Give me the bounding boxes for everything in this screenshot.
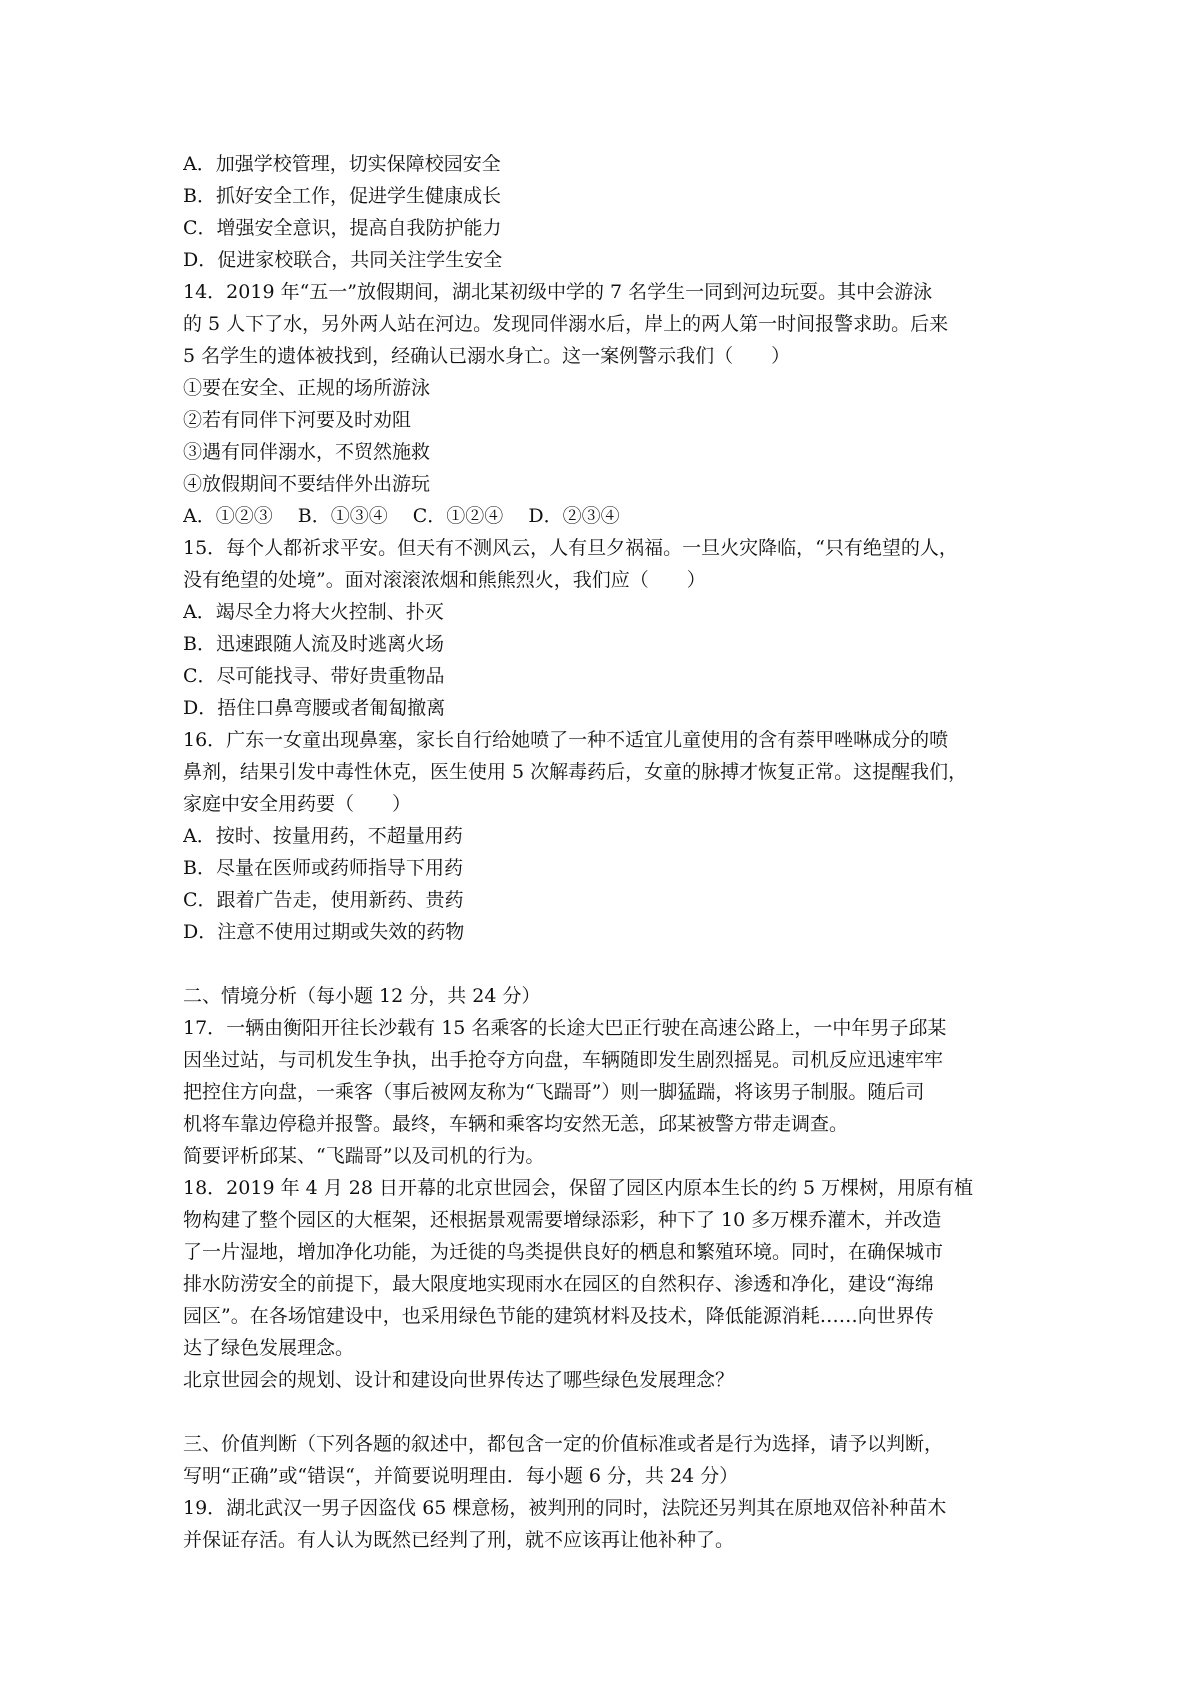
text-line: 鼻剂，结果引发中毒性休克，医生使用 5 次解毒药后，女童的脉搏才恢复正常。这提醒我们， <box>183 761 968 783</box>
text-line: C．增强安全意识，提高自我防护能力 <box>183 217 502 239</box>
text-line: A．加强学校管理，切实保障校园安全 <box>183 153 501 175</box>
text-line: 15．每个人都祈求平安。但天有不测风云，人有旦夕祸福。一旦火灾降临，“只有绝望的人， <box>183 537 958 559</box>
text-line: 并保证存活。有人认为既然已经判了刑，就不应该再让他补种了。 <box>183 1529 735 1551</box>
text-line: A．按时、按量用药，不超量用药 <box>183 825 463 847</box>
text-line: A．①②③ B．①③④ C．①②④ D．②③④ <box>183 505 620 527</box>
text-line: B．尽量在医师或药师指导下用药 <box>183 857 463 879</box>
text-line: D．促进家校联合，共同关注学生安全 <box>183 249 503 271</box>
text-line: B．抓好安全工作，促进学生健康成长 <box>183 185 501 207</box>
text-line: 园区”。在各场馆建设中，也采用绿色节能的建筑材料及技术，降低能源消耗……向世界传 <box>183 1305 934 1327</box>
text-line: 简要评析邱某、“飞踹哥”以及司机的行为。 <box>183 1145 545 1167</box>
text-line: ②若有同伴下河要及时劝阻 <box>183 409 412 431</box>
text-line: 没有绝望的处境”。面对滚滚浓烟和熊熊烈火，我们应（ ） <box>183 569 706 591</box>
text-line: 把控住方向盘，一乘客（事后被网友称为“飞踹哥”）则一脚猛踹，将该男子制服。随后司 <box>183 1081 925 1103</box>
text-line: D．捂住口鼻弯腰或者匍匐撤离 <box>183 697 446 719</box>
text-line: 写明“正确”或“错误“，并简要说明理由．每小题 6 分，共 24 分） <box>183 1465 739 1487</box>
text-line: 16．广东一女童出现鼻塞，家长自行给她喷了一种不适宜儿童使用的含有萘甲唑啉成分的喷 <box>183 729 949 751</box>
text-line: 北京世园会的规划、设计和建设向世界传达了哪些绿色发展理念？ <box>183 1369 735 1391</box>
text-line: 排水防涝安全的前提下，最大限度地实现雨水在园区的自然积存、渗透和净化，建设“海绵 <box>183 1273 934 1295</box>
text-line: 因坐过站，与司机发生争执，出手抢夺方向盘，车辆随即发生剧烈摇晃。司机反应迅速牢牢 <box>183 1049 944 1071</box>
text-line: 了一片湿地，增加净化功能，为迁徙的鸟类提供良好的栖息和繁殖环境。同时，在确保城市 <box>183 1241 944 1263</box>
text-line: C．尽可能找寻、带好贵重物品 <box>183 665 445 687</box>
document-body <box>183 148 1028 1556</box>
text-line: ③遇有同伴溺水，不贸然施救 <box>183 441 431 463</box>
text-line: 的 5 人下了水，另外两人站在河边。发现同伴溺水后，岸上的两人第一时间报警求助。后来 <box>183 313 949 335</box>
text-line: 17．一辆由衡阳开往长沙载有 15 名乘客的长途大巴正行驶在高速公路上，一中年男子邱某 <box>183 1017 947 1039</box>
text-line: 二、情境分析（每小题 12 分，共 24 分） <box>183 985 541 1007</box>
text-line: B．迅速跟随人流及时逃离火场 <box>183 633 444 655</box>
text-line: 5 名学生的遗体被找到，经确认已溺水身亡。这一案例警示我们（ ） <box>183 345 791 367</box>
text-line: 14．2019 年“五一”放假期间，湖北某初级中学的 7 名学生一同到河边玩耍。其中会游泳 <box>183 281 933 303</box>
text-line: 物构建了整个园区的大框架，还根据景观需要增绿添彩，种下了 10 多万棵乔灌木，并改造 <box>183 1209 942 1231</box>
text-line: ①要在安全、正规的场所游泳 <box>183 377 431 399</box>
text-line: D．注意不使用过期或失效的药物 <box>183 921 465 943</box>
text-line: A．竭尽全力将大火控制、扑灭 <box>183 601 444 623</box>
text-line: 19．湖北武汉一男子因盗伐 65 棵意杨，被判刑的同时，法院还另判其在原地双倍补种苗木 <box>183 1497 947 1519</box>
text-line: 机将车靠边停稳并报警。最终，车辆和乘客均安然无恙，邱某被警方带走调查。 <box>183 1113 849 1135</box>
text-line: 达了绿色发展理念。 <box>183 1337 355 1359</box>
blank-line <box>183 1396 1028 1428</box>
text-line: 18．2019 年 4 月 28 日开幕的北京世园会，保留了园区内原本生长的约 5 万棵树，用原有植 <box>183 1177 974 1199</box>
text-line: ④放假期间不要结伴外出游玩 <box>183 473 431 495</box>
blank-line <box>183 948 1028 980</box>
text-line: 三、价值判断（下列各题的叙述中，都包含一定的价值标准或者是行为选择，请予以判断， <box>183 1433 944 1455</box>
text-line: 家庭中安全用药要（ ） <box>183 793 412 815</box>
text-line: C．跟着广告走，使用新药、贵药 <box>183 889 464 911</box>
